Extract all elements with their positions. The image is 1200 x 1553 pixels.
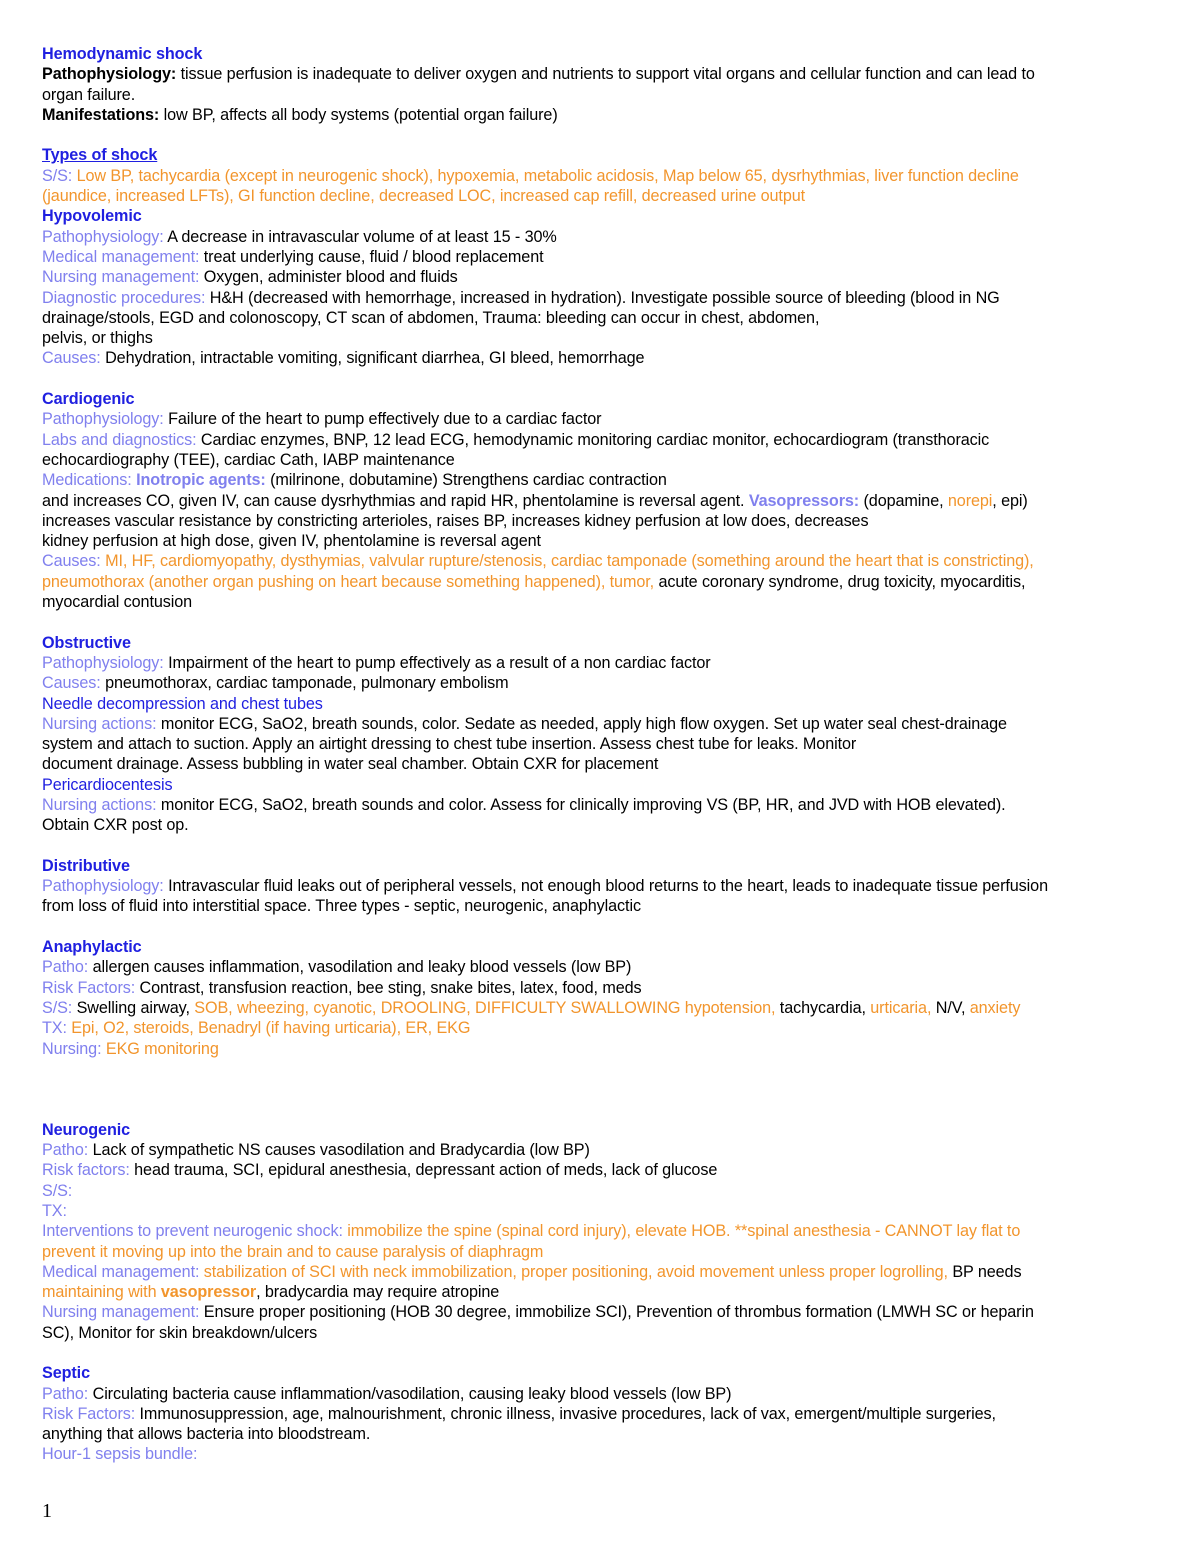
septic-sepsis-bundle-label: Hour-1 sepsis bundle:: [42, 1445, 198, 1464]
text: Oxygen, administer blood and fluids: [199, 268, 458, 287]
label-nursing-management: Nursing management:: [42, 1303, 200, 1322]
text: Failure of the heart to pump effectively due to a cardiac factor: [163, 410, 602, 429]
text: Cardiac enzymes, BNP, 12 lead ECG, hemodynamic monitoring cardiac monitor, echocardiogram (transthoracic: [196, 430, 990, 449]
section-title-distributive: Distributive: [42, 856, 130, 875]
hypovolemic-medical-management: [42, 247, 1160, 267]
cardiogenic-causes: [42, 551, 1160, 571]
text: , bradycardia may require atropine: [256, 1283, 500, 1302]
label-patho: Patho:: [42, 958, 89, 977]
text: tachycardia,: [775, 998, 871, 1017]
text: EKG monitoring: [101, 1039, 219, 1058]
section-title-types-of-shock: Types of shock: [42, 146, 158, 165]
label-inotropic-agents: Inotropic agents:: [136, 471, 266, 490]
text: Swelling airway,: [72, 998, 195, 1017]
label-patho: Patho:: [42, 1141, 89, 1160]
obstructive-pathophysiology: [42, 653, 1160, 673]
section-title-anaphylactic: Anaphylactic: [42, 938, 142, 957]
text: Lack of sympathetic NS causes vasodilation and Bradycardia (low BP): [88, 1141, 590, 1160]
neurogenic-tx-label: TX:: [42, 1201, 67, 1220]
neurogenic-medical-management: [42, 1262, 1160, 1282]
label-ss: S/S:: [42, 166, 73, 185]
label-pathophysiology: Pathophysiology:: [42, 877, 164, 896]
text: N/V,: [931, 998, 970, 1017]
label-causes: Causes:: [42, 349, 101, 368]
text: low BP, affects all body systems (potential organ failure): [159, 105, 558, 124]
label-medical-management: Medical management:: [42, 247, 200, 266]
text: stabilization of SCI with neck immobilization, proper positioning, avoid movement unless proper logrolling,: [199, 1262, 948, 1281]
cardiogenic-causes-cont-2: myocardial contusion: [42, 593, 193, 612]
text: monitor ECG, SaO2, breath sounds and color. Assess for clinically improving VS (BP, HR, and JVD with HOB elevated).: [156, 795, 1006, 814]
cardiogenic-pathophysiology: [42, 409, 1160, 429]
text: head trauma, SCI, epidural anesthesia, depressant action of meds, lack of glucose: [129, 1161, 718, 1180]
hypovolemic-causes: [42, 348, 1160, 368]
text: and increases CO, given IV, can cause dysrhythmias and rapid HR, phentolamine is reversal agent.: [42, 491, 749, 510]
text: Impairment of the heart to pump effectively as a result of a non cardiac factor: [163, 653, 711, 672]
hypovolemic-diagnostic-cont: drainage/stools, EGD and colonoscopy, CT scan of abdomen, Trauma: bleeding can occur in chest, abdomen,: [42, 308, 820, 327]
hypovolemic-diagnostic-procedures: [42, 288, 1160, 308]
hypovolemic-nursing-management: [42, 267, 1160, 287]
label-manifestations: Manifestations:: [42, 105, 160, 124]
text: SOB, wheezing, cyanotic, DROOLING, DIFFICULTY SWALLOWING hypotension,: [194, 998, 776, 1017]
text: H&H (decreased with hemorrhage, increased in hydration). Investigate possible source of bleeding (blood in NG: [205, 288, 1000, 307]
distributive-pathophysiology-cont: from loss of fluid into interstitial space. Three types - septic, neurogenic, anaphylactic: [42, 897, 641, 916]
section-title-cardiogenic: Cardiogenic: [42, 390, 135, 409]
subheading-needle-decompression: Needle decompression and chest tubes: [42, 694, 323, 713]
neurogenic-nursing-management: [42, 1302, 1160, 1322]
cardiogenic-medications-cont-2: increases vascular resistance by constricting arterioles, raises BP, increases kidney perfusion at low does, decreases: [42, 511, 869, 530]
neurogenic-medical-management-cont: [42, 1282, 1160, 1302]
hypovolemic-diagnostic-cont-2: pelvis, or thighs: [42, 329, 153, 348]
neurogenic-patho: [42, 1140, 1160, 1160]
text: Immunosuppression, age, malnourishment, chronic illness, invasive procedures, lack of vax, emergent/multiple surgeries,: [135, 1404, 996, 1423]
text: allergen causes inflammation, vasodilation and leaky blood vessels (low BP): [88, 958, 632, 977]
label-nursing: Nursing:: [42, 1039, 102, 1058]
obstructive-causes: [42, 673, 1160, 693]
septic-patho: [42, 1384, 1160, 1404]
text: (dopamine,: [859, 491, 948, 510]
text: monitor ECG, SaO2, breath sounds, color. Sedate as needed, apply high flow oxygen. Set up water seal chest-drainage: [156, 714, 1007, 733]
cardiogenic-labs: [42, 430, 1160, 450]
text: A decrease in intravascular volume of at least 15 - 30%: [163, 227, 557, 246]
text: urticaria,: [870, 998, 932, 1017]
label-medical-management: Medical management:: [42, 1262, 200, 1281]
text: pneumothorax (another organ pushing on heart because something happened), tumor,: [42, 572, 655, 591]
label-pathophysiology: Pathophysiology:: [42, 410, 164, 429]
text: anxiety: [969, 998, 1021, 1017]
section-title-obstructive: Obstructive: [42, 633, 131, 652]
text: Circulating bacteria cause inflammation/vasodilation, causing leaky blood vessels (low BP): [88, 1384, 732, 1403]
label-pathophysiology: Pathophysiology:: [42, 65, 177, 84]
types-signs-symptoms: [42, 166, 1160, 186]
anaphylactic-patho: [42, 957, 1160, 977]
neurogenic-interventions-cont: prevent it moving up into the brain and to cause paralysis of diaphragm: [42, 1242, 544, 1261]
obstructive-nursing-actions-1-cont-2: document drainage. Assess bubbling in water seal chamber. Obtain CXR for placement: [42, 755, 659, 774]
label-pathophysiology: Pathophysiology:: [42, 653, 164, 672]
label-ss: S/S:: [42, 998, 73, 1017]
label-nursing-actions: Nursing actions:: [42, 714, 157, 733]
text: Intravascular fluid leaks out of peripheral vessels, not enough blood returns to the heart, leads to inadequate tissue perfusion: [163, 877, 1048, 896]
label-tx: TX:: [42, 1019, 67, 1038]
section-title-neurogenic: Neurogenic: [42, 1120, 131, 1139]
label-diagnostic-procedures: Diagnostic procedures:: [42, 288, 206, 307]
text: BP needs: [947, 1262, 1022, 1281]
obstructive-nursing-actions-1: [42, 714, 1160, 734]
text: (milrinone, dobutamine) Strengthens cardiac contraction: [265, 471, 667, 490]
document-page: [42, 44, 1160, 1465]
cardiogenic-labs-cont: echocardiography (TEE), cardiac Cath, IABP maintenance: [42, 450, 455, 469]
label-medications: Medications:: [42, 471, 132, 490]
label-risk-factors: Risk factors:: [42, 1161, 130, 1180]
subheading-pericardiocentesis: Pericardiocentesis: [42, 775, 173, 794]
highlight-norepi: norepi: [947, 491, 993, 510]
distributive-pathophysiology: [42, 876, 1160, 896]
anaphylactic-risk-factors: [42, 978, 1160, 998]
neurogenic-nursing-management-cont: SC), Monitor for skin breakdown/ulcers: [42, 1323, 318, 1342]
label-causes: Causes:: [42, 674, 101, 693]
neurogenic-ss-label: S/S:: [42, 1181, 73, 1200]
septic-risk-factors: [42, 1404, 1160, 1424]
hemodynamic-pathophysiology-cont: organ failure.: [42, 85, 136, 104]
section-title-hemodynamic-shock: Hemodynamic shock: [42, 45, 203, 63]
anaphylactic-signs-symptoms: [42, 998, 1160, 1018]
text: Dehydration, intractable vomiting, significant diarrhea, GI bleed, hemorrhage: [100, 349, 645, 368]
text: pneumothorax, cardiac tamponade, pulmonary embolism: [100, 674, 509, 693]
text: MI, HF, cardiomyopathy, dysthymias, valvular rupture/stenosis, cardiac tamponade (something around the heart that is constricting),: [100, 552, 1034, 571]
text: Epi, O2, steroids, Benadryl (if having urticaria), ER, EKG: [66, 1019, 471, 1038]
label-causes: Causes:: [42, 552, 101, 571]
label-nursing-actions: Nursing actions:: [42, 795, 157, 814]
cardiogenic-medications: [42, 470, 1160, 490]
text: maintaining with: [42, 1283, 161, 1302]
obstructive-nursing-actions-2: [42, 795, 1160, 815]
anaphylactic-nursing: [42, 1039, 1160, 1059]
label-vasopressors: Vasopressors:: [748, 491, 860, 510]
text: Ensure proper positioning (HOB 30 degree, immobilize SCI), Prevention of thrombus formation (LMWH SC or heparin: [199, 1303, 1034, 1322]
text: Low BP, tachycardia (except in neurogenic shock), hypoxemia, metabolic acidosis, Map below 65, dysrhythmias, liver function decline: [72, 166, 1019, 185]
label-labs-diagnostics: Labs and diagnostics:: [42, 430, 197, 449]
types-signs-symptoms-cont: (jaundice, increased LFTs), GI function decline, decreased LOC, increased cap refill, decreased urine output: [42, 187, 806, 206]
label-pathophysiology: Pathophysiology:: [42, 227, 164, 246]
cardiogenic-causes-cont: [42, 572, 1160, 592]
label-patho: Patho:: [42, 1384, 89, 1403]
text: tissue perfusion is inadequate to deliver oxygen and nutrients to support vital organs and cellular function and can lead to: [176, 65, 1035, 84]
label-interventions: Interventions to prevent neurogenic shock:: [42, 1222, 343, 1241]
text: , epi): [992, 491, 1028, 510]
cardiogenic-medications-cont-3: kidney perfusion at high dose, given IV, phentolamine is reversal agent: [42, 532, 541, 551]
label-risk-factors: Risk Factors:: [42, 978, 136, 997]
text: Contrast, transfusion reaction, bee sting, snake bites, latex, food, meds: [135, 978, 642, 997]
page-number: 1: [42, 1500, 52, 1522]
text: acute coronary syndrome, drug toxicity, myocarditis,: [654, 572, 1026, 591]
section-title-hypovolemic: Hypovolemic: [42, 207, 142, 226]
text: immobilize the spine (spinal cord injury), elevate HOB. **spinal anesthesia - CANNOT lay flat to: [342, 1222, 1021, 1241]
neurogenic-risk-factors: [42, 1160, 1160, 1180]
label-risk-factors: Risk Factors:: [42, 1404, 136, 1423]
section-title-septic: Septic: [42, 1364, 90, 1383]
cardiogenic-medications-cont: [42, 491, 1160, 511]
neurogenic-interventions: [42, 1221, 1160, 1241]
obstructive-nursing-actions-2-cont: Obtain CXR post op.: [42, 816, 189, 835]
hemodynamic-manifestations: [42, 105, 1160, 125]
hemodynamic-pathophysiology: [42, 64, 1160, 84]
label-nursing-management: Nursing management:: [42, 268, 200, 287]
obstructive-nursing-actions-1-cont: system and attach to suction. Apply an airtight dressing to chest tube insertion. Assess chest tube for leaks. Monitor: [42, 735, 857, 754]
hypovolemic-pathophysiology: [42, 227, 1160, 247]
highlight-vasopressor: vasopressor: [160, 1283, 257, 1302]
septic-risk-factors-cont: anything that allows bacteria into bloodstream.: [42, 1425, 371, 1444]
text: treat underlying cause, fluid / blood replacement: [199, 247, 544, 266]
anaphylactic-treatment: [42, 1018, 1160, 1038]
